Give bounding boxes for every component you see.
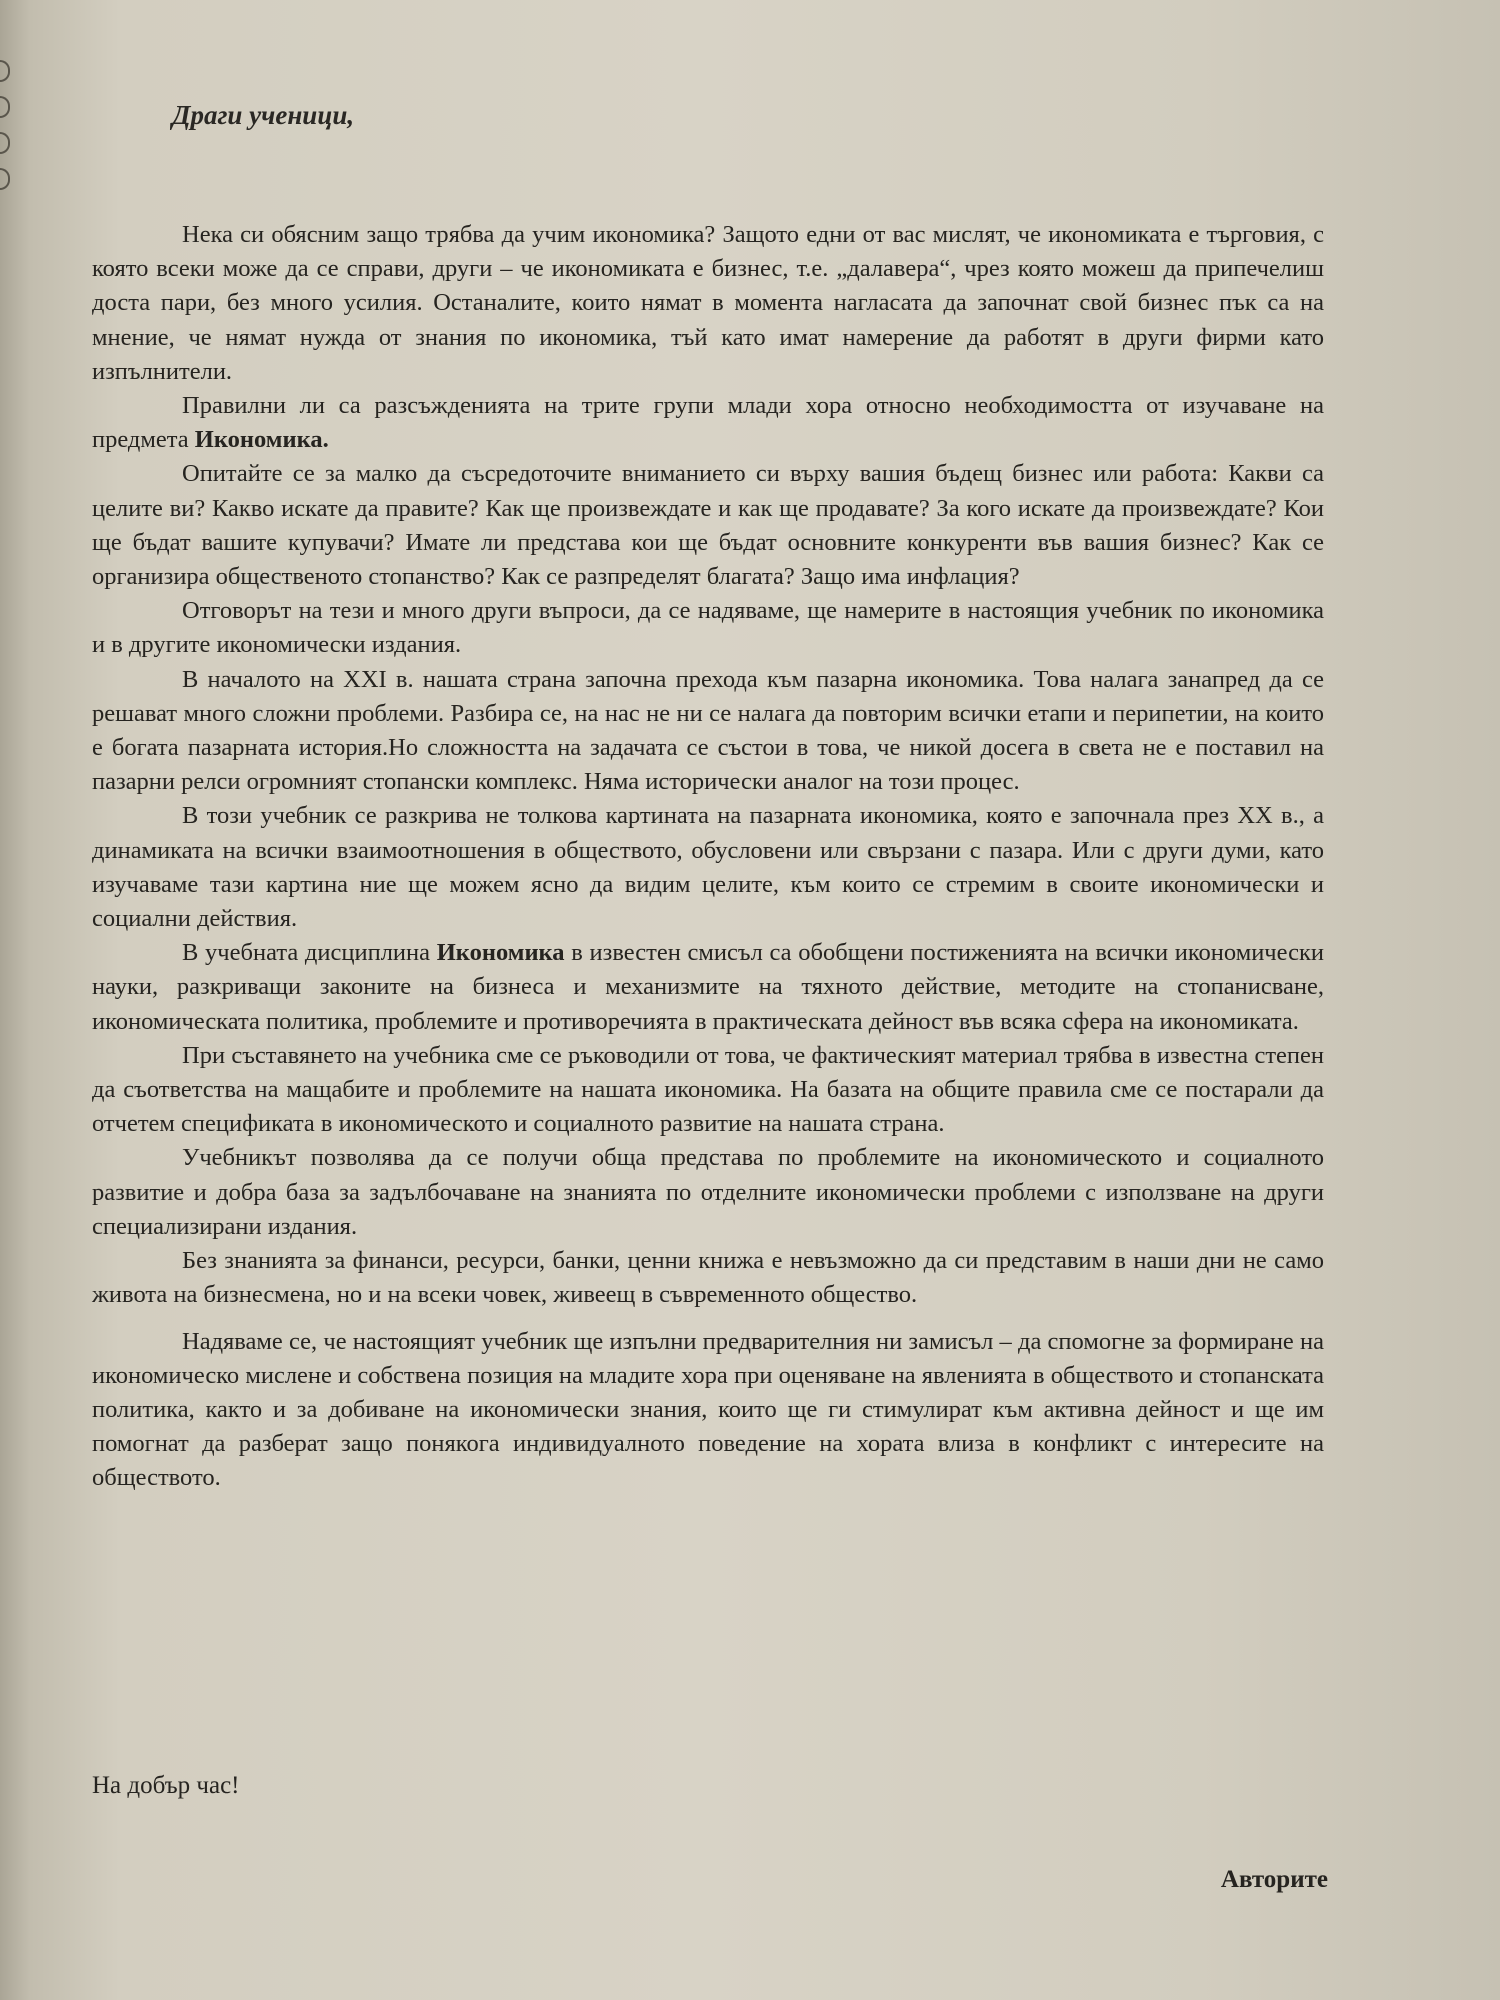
letter-body (92, 218, 1324, 1496)
paragraph-2-text: Правилни ли са разсъжденията на трите групи млади хора относно необходимостта от изучаване на предмета (92, 392, 1324, 454)
paragraph-11: Надяваме се, че настоящият учебник ще изпълни предварителния ни замисъл – да спомогне за формиране на икономическо мислене и собствена позиция на младите хора при оценяване на явленията в обществото и стопанската политика, както и за добиване на икономически знания, които ще ги стимулират към активна дейност и ще им помогнат да разберат защо понякога индивидуалното поведение на хората влиза в конфликт с интересите на обществото. (92, 1327, 1324, 1492)
subject-name-bold: Икономика. (194, 426, 329, 454)
binding-ring-mark (0, 132, 10, 154)
binding-ring-mark (0, 60, 10, 82)
closing-wish: На добър час! (92, 1772, 240, 1799)
paragraph-9: Учебникът позволява да се получи обща представа по проблемите на икономическото и социалното развитие и добра база за задълбочаване на знанията по отделните икономически проблеми с използване на други специализирани издания. (92, 1144, 1324, 1240)
paragraph-6: В този учебник се разкрива не толкова картината на пазарната икономика, която е започнала през XX в., а динамиката на всички взаимоотношения в обществото, обусловени или свързани с пазара. Или с други думи, като изучаваме тази картина ние ще можем ясно да видим целите, към които се стремим в своите икономически и социални действия. (92, 802, 1324, 933)
discipline-name-bold: Икономика (436, 939, 565, 967)
paragraph-7-text-start: В учебната дисциплина (182, 939, 437, 967)
paragraph-7-text-end: в известен смисъл са обобщени постиженията на всички икономически науки, разкриващи законите на бизнеса и механизмите на тяхното действие, методите на стопанисване, икономическата политика, проблемите и противоречията в практическата дейност във всяка сфера на икономиката. (92, 939, 1324, 1035)
salutation: Драги ученици, (172, 100, 355, 130)
paragraph-3: Опитайте се за малко да съсредоточите вниманието си върху вашия бъдещ бизнес или работа: Какви са целите ви? Какво искате да правите? Как ще произвеждате и как ще продавате? За кого искате да произвеждате? Кои ще бъдат вашите купувачи? Имате ли представа кои ще бъдат основните конкуренти във вашия бизнес? Как се организира общественото стопанство? Как се разпределят благата? Защо има инфлация? (92, 460, 1324, 591)
binding-ring-marks (0, 60, 14, 260)
paragraph-2 (92, 389, 1324, 457)
paragraph-5: В началото на XXI в. нашата страна започна прехода към пазарна икономика. Това налага занапред да се решават много сложни проблеми. Разбира се, на нас не ни се налага да повторим всички етапи и перипетии, на които е богата пазарната история.Но сложността на задачата се състои в това, че никой досега в света не е поставил на пазарни релси огромният стопански комплекс. Няма исторически аналог на този процес. (92, 665, 1324, 796)
binding-ring-mark (0, 96, 10, 118)
paragraph-10: Без знанията за финанси, ресурси, банки, ценни книжа е невъзможно да си представим в наши дни не само живота на бизнесмена, но и на всеки човек, живеещ в съвременното общество. (92, 1247, 1324, 1309)
authors-signature: Авторите (1220, 1866, 1328, 1893)
paragraph-7 (92, 936, 1324, 1039)
paragraph-4: Отговорът на тези и много други въпроси, да се надяваме, ще намерите в настоящия учебник по икономика и в другите икономически издания. (92, 597, 1324, 659)
paragraph-8: При съставянето на учебника сме се ръководили от това, че фактическият материал трябва в известна степен да съответства на мащабите и проблемите на нашата икономика. На базата на общите правила сме се постарали да отчетем спецификата в икономическото и социалното развитие на нашата страна. (92, 1041, 1324, 1138)
binding-ring-mark (0, 168, 10, 190)
paragraph-1: Нека си обясним защо трябва да учим икономика? Защото едни от вас мислят, че икономиката е търговия, с която всеки може да се справи, други – че икономиката е бизнес, т.е. „далавера“, чрез която можеш да припечелиш доста пари, без много усилия. Останалите, които нямат в момента нагласата да започнат свой бизнес пък са на мнение, че нямат нужда от знания по икономика, тъй като имат намерение да работят в други фирми като изпълнители. (92, 221, 1324, 385)
